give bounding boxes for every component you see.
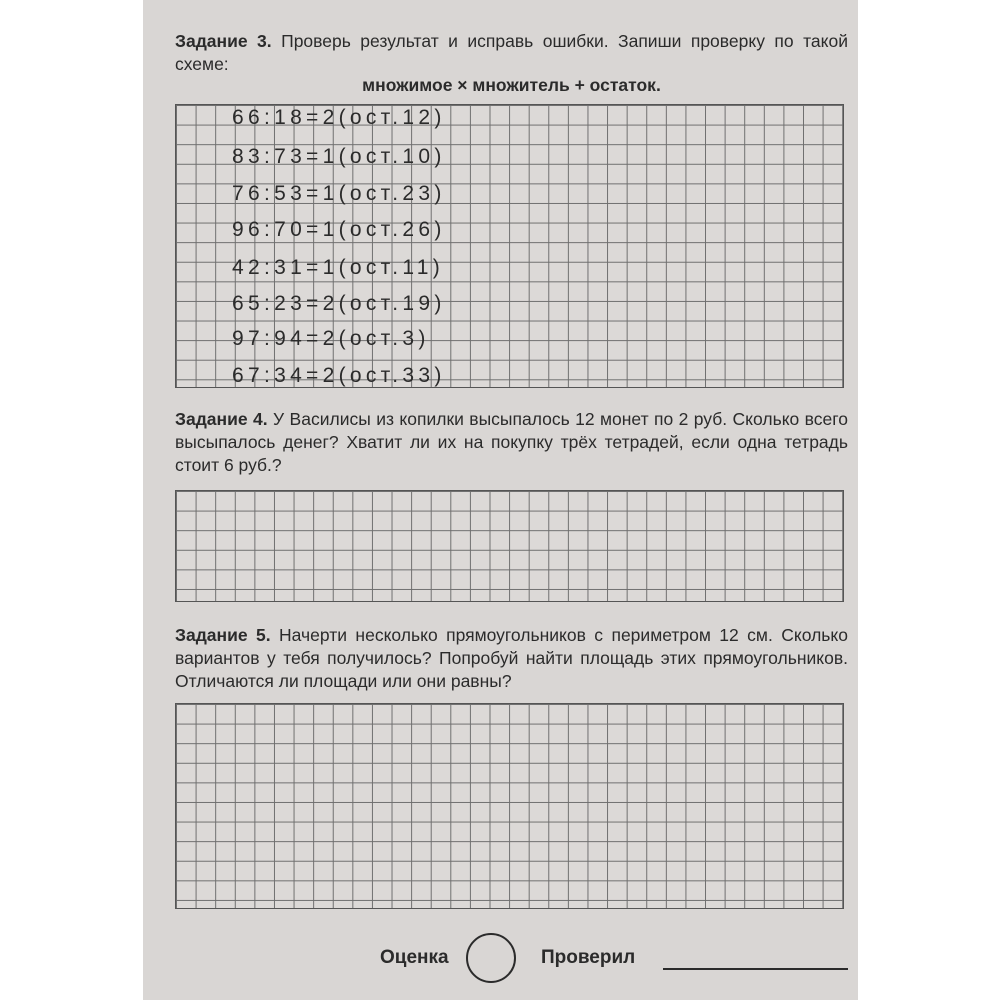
equation-7: 97:94=2(ост.3) bbox=[232, 327, 430, 350]
grade-circle[interactable] bbox=[466, 933, 516, 983]
equation-6: 65:23=2(ост.19) bbox=[232, 292, 446, 315]
equation-8: 67:34=2(ост.33) bbox=[232, 364, 446, 387]
equation-5: 42:31=1(ост.11) bbox=[232, 256, 445, 279]
task-4-paragraph bbox=[175, 408, 848, 477]
signature-line[interactable] bbox=[663, 968, 848, 970]
task-5-text: Начерти несколько прямоугольников с периметром 12 см. Сколько вариантов у тебя получилось? Попробуй найти площадь этих прямоугольников. Отличаются ли площади или они равны? bbox=[175, 625, 848, 691]
task-4-text: У Василисы из копилки высыпалось 12 монет по 2 руб. Сколько всего высыпалось денег? Хватит ли их на покупку трёх тетрадей, если одна тетрадь стоит 6 руб.? bbox=[175, 409, 849, 475]
task-4-label: Задание 4. bbox=[175, 409, 268, 429]
task-3-paragraph bbox=[175, 30, 848, 76]
equation-3: 76:53=1(ост.23) bbox=[232, 182, 446, 205]
task-3-text: Проверь результат и исправь ошибки. Запиши проверку по такой схеме: bbox=[175, 31, 848, 74]
task-4-answer-grid[interactable] bbox=[175, 490, 844, 602]
equation-4: 96:70=1(ост.26) bbox=[232, 218, 446, 241]
task-5-label: Задание 5. bbox=[175, 625, 271, 645]
checked-by-label: Проверил bbox=[541, 947, 636, 968]
task-3-label: Задание 3. bbox=[175, 31, 272, 51]
task-5-answer-grid[interactable] bbox=[175, 703, 844, 909]
equation-2: 83:73=1(ост.10) bbox=[232, 145, 446, 168]
task-3-scheme: множимое × множитель + остаток. bbox=[362, 75, 661, 95]
grade-label: Оценка bbox=[380, 947, 449, 968]
task-5-paragraph bbox=[175, 624, 848, 693]
equation-1: 66:18=2(ост.12) bbox=[232, 106, 446, 129]
